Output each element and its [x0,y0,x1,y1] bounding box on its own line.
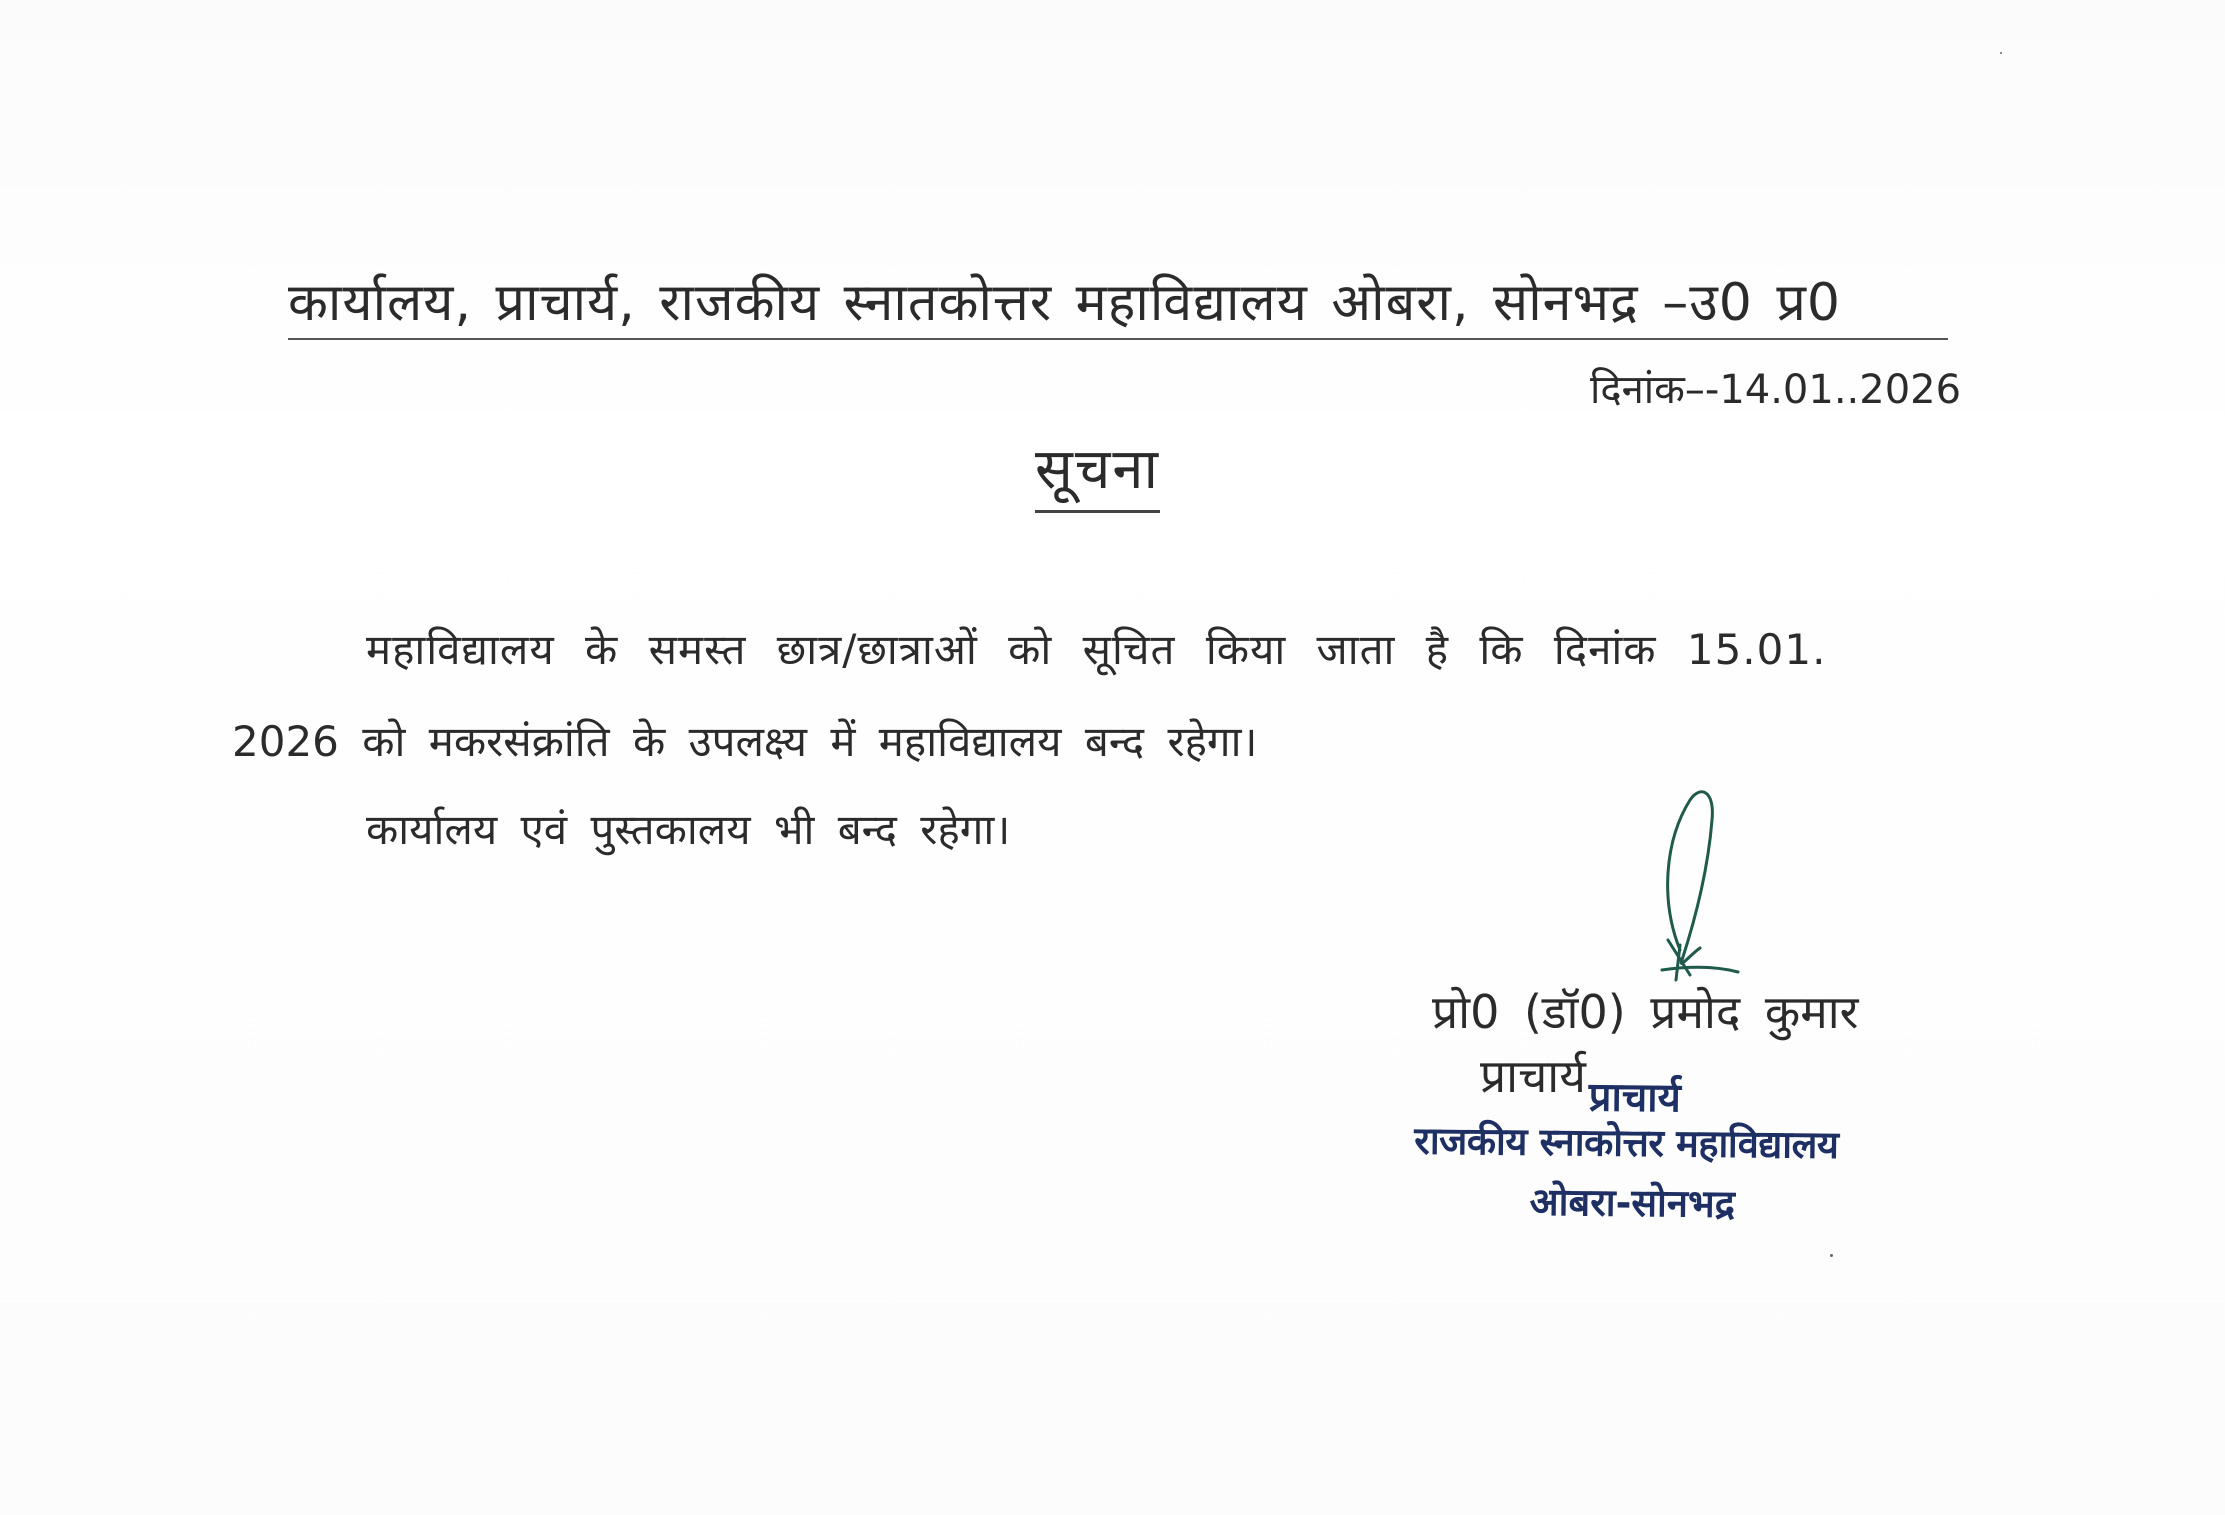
stamp-college-name: राजकीय स्नाकोत्तर महाविद्यालय [1414,1118,1839,1168]
notice-body-line-3: कार्यालय एवं पुस्तकालय भी बन्द रहेगा। [366,805,1011,854]
notice-date: दिनांक–-14.01..2026 [1590,367,1962,413]
signer-name: प्रो0 (डॉ0) प्रमोद कुमार [1432,985,1859,1039]
paper-speck [2000,52,2002,54]
notice-body-line-1: महाविद्यालय के समस्त छात्र/छात्राओं को सूचित किया जाता है कि दिनांक 15.01. [366,625,1827,674]
paper-speck [1830,1254,1833,1257]
handwritten-signature [1620,780,1780,1000]
stamp-location: ओबरा-सोनभद्र [1529,1179,1736,1226]
signer-designation: प्राचार्य [1480,1049,1586,1103]
notice-body-line-2: 2026 को मकरसंक्रांति के उपलक्ष्य में महाविद्यालय बन्द रहेगा। [232,717,1258,766]
notice-title: सूचना [1035,432,1160,513]
official-stamp [1409,1068,1881,1273]
stamp-title: प्राचार्य [1588,1074,1682,1122]
office-header: कार्यालय, प्राचार्य, राजकीय स्नातकोत्तर महाविद्यालय ओबरा, सोनभद्र –उ0 प्र0 [288,268,1948,340]
